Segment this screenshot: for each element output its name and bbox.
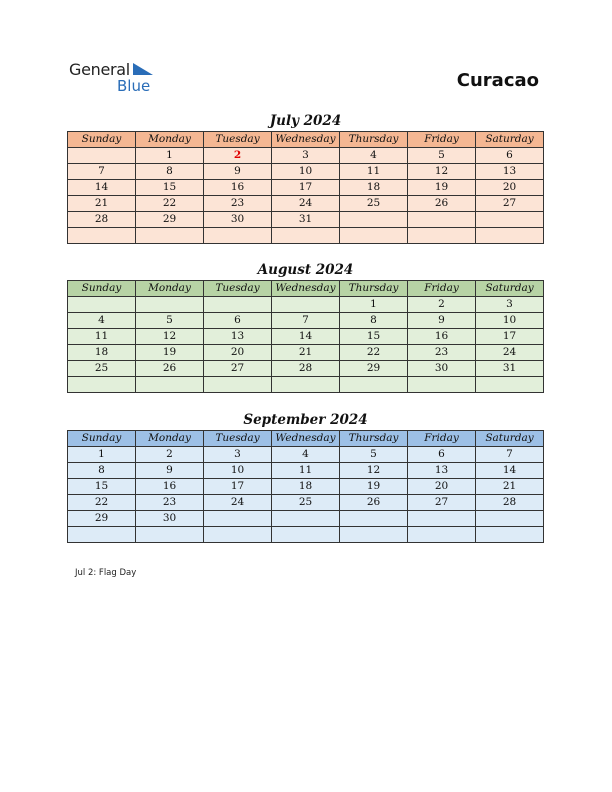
week-row: [68, 463, 544, 479]
day-cell: 23: [204, 196, 272, 212]
weekday-header: Sunday: [68, 132, 136, 148]
day-cell: 1: [340, 297, 408, 313]
week-row: [68, 180, 544, 196]
day-cell: 27: [476, 196, 544, 212]
day-cell: 18: [68, 345, 136, 361]
day-cell: 29: [136, 212, 204, 228]
day-cell: 9: [204, 164, 272, 180]
day-cell: 30: [136, 511, 204, 527]
empty-day-cell: [272, 297, 340, 313]
day-cell: 14: [68, 180, 136, 196]
weekday-header: Monday: [136, 281, 204, 297]
weekday-header: Friday: [408, 431, 476, 447]
day-cell: 20: [476, 180, 544, 196]
day-cell: 16: [408, 329, 476, 345]
empty-day-cell: [136, 297, 204, 313]
day-cell: 11: [68, 329, 136, 345]
empty-day-cell: [340, 511, 408, 527]
empty-day-cell: [408, 527, 476, 543]
day-cell: 7: [68, 164, 136, 180]
day-cell: 25: [340, 196, 408, 212]
day-cell: 5: [340, 447, 408, 463]
day-cell: 26: [408, 196, 476, 212]
empty-day-cell: [136, 228, 204, 244]
empty-day-cell: [68, 148, 136, 164]
empty-day-cell: [340, 377, 408, 393]
day-cell: 4: [340, 148, 408, 164]
weekday-header: Friday: [408, 281, 476, 297]
logo-flag-icon: [133, 63, 153, 77]
week-row: [68, 345, 544, 361]
day-cell: 1: [136, 148, 204, 164]
holiday-day-cell: 2: [204, 148, 272, 164]
day-cell: 3: [272, 148, 340, 164]
day-cell: 5: [136, 313, 204, 329]
weekday-header: Sunday: [68, 281, 136, 297]
empty-day-cell: [204, 297, 272, 313]
empty-day-cell: [476, 527, 544, 543]
weekday-header-row: [68, 132, 544, 148]
week-row: [68, 361, 544, 377]
day-cell: 20: [408, 479, 476, 495]
logo-text-blue: Blue: [117, 77, 151, 95]
day-cell: 2: [408, 297, 476, 313]
weekday-header: Thursday: [340, 431, 408, 447]
weekday-header: Wednesday: [272, 431, 340, 447]
logo: [69, 60, 169, 96]
day-cell: 22: [340, 345, 408, 361]
empty-day-cell: [408, 377, 476, 393]
day-cell: 8: [68, 463, 136, 479]
day-cell: 19: [408, 180, 476, 196]
empty-day-cell: [408, 212, 476, 228]
week-row: [68, 377, 544, 393]
day-cell: 3: [204, 447, 272, 463]
day-cell: 31: [476, 361, 544, 377]
day-cell: 11: [340, 164, 408, 180]
day-cell: 10: [272, 164, 340, 180]
day-cell: 23: [408, 345, 476, 361]
calendar-table: [67, 430, 544, 543]
week-row: [68, 148, 544, 164]
day-cell: 27: [408, 495, 476, 511]
month-august: [67, 260, 544, 393]
day-cell: 15: [340, 329, 408, 345]
empty-day-cell: [136, 377, 204, 393]
month-title: July 2024: [269, 113, 342, 129]
weekday-header: Tuesday: [204, 281, 272, 297]
day-cell: 9: [136, 463, 204, 479]
day-cell: 10: [476, 313, 544, 329]
day-cell: 12: [136, 329, 204, 345]
country-title: Curacao: [456, 70, 539, 91]
calendar-table: [67, 131, 544, 244]
day-cell: 17: [272, 180, 340, 196]
empty-day-cell: [476, 377, 544, 393]
week-row: [68, 196, 544, 212]
empty-day-cell: [68, 228, 136, 244]
week-row: [68, 527, 544, 543]
week-row: [68, 313, 544, 329]
day-cell: 20: [204, 345, 272, 361]
week-row: [68, 164, 544, 180]
empty-day-cell: [476, 212, 544, 228]
logo-text-general: General: [69, 60, 130, 79]
month-september: [67, 410, 544, 543]
day-cell: 7: [272, 313, 340, 329]
empty-day-cell: [204, 228, 272, 244]
day-cell: 14: [476, 463, 544, 479]
day-cell: 23: [136, 495, 204, 511]
empty-day-cell: [408, 228, 476, 244]
day-cell: 17: [476, 329, 544, 345]
day-cell: 13: [408, 463, 476, 479]
day-cell: 12: [408, 164, 476, 180]
day-cell: 6: [408, 447, 476, 463]
day-cell: 1: [68, 447, 136, 463]
day-cell: 26: [136, 361, 204, 377]
empty-day-cell: [340, 212, 408, 228]
empty-day-cell: [204, 511, 272, 527]
day-cell: 21: [476, 479, 544, 495]
week-row: [68, 329, 544, 345]
weekday-header: Wednesday: [272, 132, 340, 148]
day-cell: 24: [204, 495, 272, 511]
day-cell: 28: [476, 495, 544, 511]
day-cell: 28: [68, 212, 136, 228]
empty-day-cell: [68, 527, 136, 543]
empty-day-cell: [136, 527, 204, 543]
day-cell: 16: [136, 479, 204, 495]
day-cell: 4: [272, 447, 340, 463]
empty-day-cell: [204, 377, 272, 393]
day-cell: 4: [68, 313, 136, 329]
day-cell: 7: [476, 447, 544, 463]
weekday-header-row: [68, 281, 544, 297]
day-cell: 18: [272, 479, 340, 495]
empty-day-cell: [272, 511, 340, 527]
day-cell: 27: [204, 361, 272, 377]
day-cell: 29: [340, 361, 408, 377]
weekday-header: Sunday: [68, 431, 136, 447]
weekday-header: Monday: [136, 431, 204, 447]
weekday-header: Tuesday: [204, 431, 272, 447]
day-cell: 2: [136, 447, 204, 463]
empty-day-cell: [408, 511, 476, 527]
month-title: September 2024: [243, 412, 368, 428]
holiday-notes: [75, 568, 136, 578]
empty-day-cell: [476, 228, 544, 244]
day-cell: 8: [340, 313, 408, 329]
week-row: [68, 495, 544, 511]
day-cell: 24: [272, 196, 340, 212]
empty-day-cell: [204, 527, 272, 543]
holiday-note: Jul 2: Flag Day: [75, 568, 137, 578]
weekday-header: Monday: [136, 132, 204, 148]
empty-day-cell: [68, 297, 136, 313]
day-cell: 5: [408, 148, 476, 164]
weekday-header: Friday: [408, 132, 476, 148]
weekday-header: Thursday: [340, 281, 408, 297]
day-cell: 16: [204, 180, 272, 196]
week-row: [68, 297, 544, 313]
day-cell: 30: [408, 361, 476, 377]
day-cell: 3: [476, 297, 544, 313]
day-cell: 15: [68, 479, 136, 495]
day-cell: 13: [476, 164, 544, 180]
day-cell: 6: [204, 313, 272, 329]
weekday-header: Wednesday: [272, 281, 340, 297]
month-july: [67, 111, 544, 244]
day-cell: 18: [340, 180, 408, 196]
weekday-header-row: [68, 431, 544, 447]
week-row: [68, 447, 544, 463]
day-cell: 13: [204, 329, 272, 345]
week-row: [68, 511, 544, 527]
weekday-header: Thursday: [340, 132, 408, 148]
day-cell: 21: [272, 345, 340, 361]
empty-day-cell: [340, 228, 408, 244]
day-cell: 25: [272, 495, 340, 511]
empty-day-cell: [272, 228, 340, 244]
weekday-header: Tuesday: [204, 132, 272, 148]
weekday-header: Saturday: [476, 132, 544, 148]
empty-day-cell: [272, 527, 340, 543]
empty-day-cell: [272, 377, 340, 393]
day-cell: 10: [204, 463, 272, 479]
day-cell: 25: [68, 361, 136, 377]
day-cell: 24: [476, 345, 544, 361]
day-cell: 19: [340, 479, 408, 495]
day-cell: 29: [68, 511, 136, 527]
day-cell: 21: [68, 196, 136, 212]
month-title: August 2024: [257, 262, 354, 278]
day-cell: 30: [204, 212, 272, 228]
empty-day-cell: [340, 527, 408, 543]
day-cell: 22: [136, 196, 204, 212]
weekday-header: Saturday: [476, 431, 544, 447]
week-row: [68, 479, 544, 495]
day-cell: 19: [136, 345, 204, 361]
day-cell: 8: [136, 164, 204, 180]
day-cell: 11: [272, 463, 340, 479]
day-cell: 17: [204, 479, 272, 495]
day-cell: 22: [68, 495, 136, 511]
week-row: [68, 228, 544, 244]
day-cell: 14: [272, 329, 340, 345]
calendar-table: [67, 280, 544, 393]
day-cell: 12: [340, 463, 408, 479]
day-cell: 31: [272, 212, 340, 228]
week-row: [68, 212, 544, 228]
day-cell: 26: [340, 495, 408, 511]
day-cell: 15: [136, 180, 204, 196]
empty-day-cell: [68, 377, 136, 393]
day-cell: 28: [272, 361, 340, 377]
day-cell: 6: [476, 148, 544, 164]
weekday-header: Saturday: [476, 281, 544, 297]
day-cell: 9: [408, 313, 476, 329]
empty-day-cell: [476, 511, 544, 527]
